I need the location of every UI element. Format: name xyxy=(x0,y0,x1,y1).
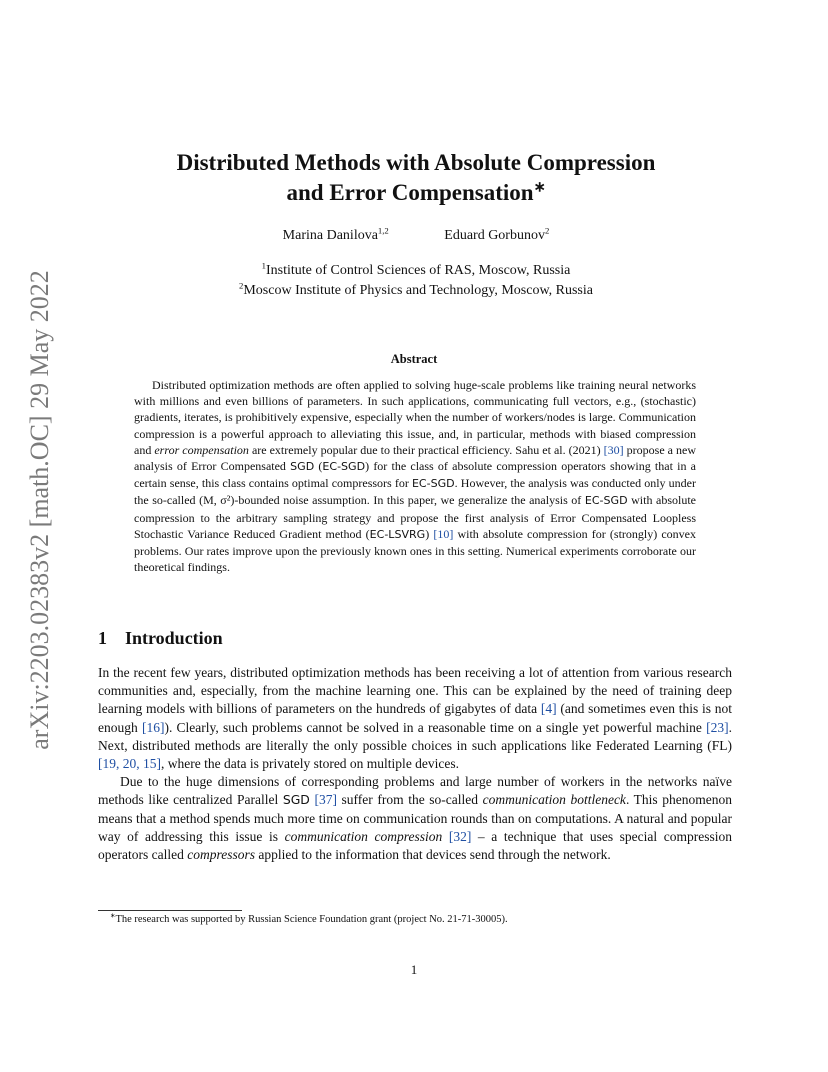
citation-link[interactable]: [4] xyxy=(540,701,557,717)
abstract-text: propose a new analysis of Error Compensated xyxy=(134,442,697,474)
paragraph-text: , where the data is privately stored on multiple devices. xyxy=(161,756,460,772)
affiliation-1 xyxy=(100,261,732,281)
affiliation-2-mark: 2 xyxy=(239,280,244,291)
title-footnote-mark: ∗ xyxy=(533,179,546,196)
paragraph-text xyxy=(442,829,449,844)
abstract-text: are extremely popular due to their practical efficiency. Sahu et al. (2021) xyxy=(248,442,604,457)
method-name: EC-SGD xyxy=(584,494,628,508)
author-1-name: Marina Danilova xyxy=(282,228,378,243)
citation-link[interactable]: [16] xyxy=(141,719,165,735)
author-2-name: Eduard Gorbunov xyxy=(444,228,545,243)
abstract-text: ) for the class of absolute compression operators showing that in a certain sense, this class contains optimal compressors for xyxy=(134,459,697,491)
footnote xyxy=(110,914,730,925)
arxiv-identifier: arXiv:2203.02383v2 [math.OC] 29 May 2022 xyxy=(25,270,54,750)
author-2 xyxy=(444,225,550,243)
paragraph-text: ). Clearly, such problems cannot be solved in a reasonable time on a single yet powerful machine xyxy=(164,719,707,735)
citation-link[interactable]: [37] xyxy=(314,792,337,808)
abstract-text: with absolute compression for (strongly) convex problems. Our rates improve upon the previously known ones in this setting. Numerical experiments corroborate our theoretical findings. xyxy=(134,526,696,575)
abstract-text: ( xyxy=(314,459,323,474)
body-text xyxy=(98,664,732,864)
footnote-divider xyxy=(98,910,242,911)
abstract-heading: Abstract xyxy=(390,352,438,366)
paragraph-text: . Next, distributed methods are literally the only possible choices in such applications like Federated Learning (FL) xyxy=(98,719,732,753)
abstract-text: with absolute compression to the arbitrary sampling strategy and propose the first analysis of Error Compensated Loopless Stochastic Variance Reduced Gradient method ( xyxy=(134,493,696,541)
affiliations xyxy=(100,261,732,301)
paragraph-text: suffer from the so-called xyxy=(336,792,483,808)
footnote-mark: ∗ xyxy=(110,912,116,920)
citation-link[interactable]: [19, 20, 15] xyxy=(98,756,161,772)
paragraph-text: In the recent few years, distributed optimization methods has been receiving a lot of attention from various research communities and, especially, from the machine learning one. This can be explained by the need of training deep learning models with billions of parameters on the hundreds of gigabytes of data xyxy=(98,665,732,717)
author-2-affil: 2 xyxy=(544,225,550,236)
paragraph-text: applied to the information that devices send through the network. xyxy=(254,847,611,863)
paragraph-emphasis: communication bottleneck xyxy=(482,792,626,808)
affiliation-2-text: Moscow Institute of Physics and Technology, Moscow, Russia xyxy=(243,283,593,298)
page-number: 1 xyxy=(410,962,418,977)
citation-link[interactable]: [23] xyxy=(706,719,729,735)
affiliation-1-mark: 1 xyxy=(261,260,266,271)
arxiv-sidebar xyxy=(20,250,60,770)
paragraph-text: Due to the huge dimensions of corresponding problems and large number of workers in the networks naïve methods like centralized Parallel xyxy=(98,774,732,808)
title-line-1: Distributed Methods with Absolute Compression xyxy=(176,150,656,175)
abstract-body xyxy=(134,377,696,575)
section-title: Introduction xyxy=(125,628,223,648)
footnote-text: The research was supported by Russian Science Foundation grant (project No. 21-71-30005). xyxy=(115,914,508,925)
section-heading xyxy=(98,628,738,649)
method-name: EC-SGD xyxy=(411,477,455,491)
method-name: EC-LSVRG xyxy=(369,527,426,541)
citation-link[interactable]: [30] xyxy=(603,442,624,457)
paragraph-emphasis: compressors xyxy=(187,847,255,863)
paragraph-text: – a technique that uses special compression operators called xyxy=(98,828,733,863)
paragraph-text: . This phenomenon means that a method spends much more time on communication rounds than on computations. A natural and popular way of addressing this issue is xyxy=(98,792,732,844)
title-line-2 xyxy=(100,178,732,208)
author-1-affil: 1,2 xyxy=(377,225,389,236)
method-name: SGD xyxy=(290,460,315,474)
abstract-text: Distributed optimization methods are often applied to solving huge-scale problems like training neural networks with millions and even billions of parameters. In such applications, communicating full vectors, e.g., (stochastic) gradients, iterates, is prohibitively expensive, especially when the number of workers/nodes is large. Communication compression is a powerful approach to alleviating this issue, and, in particular, methods with biased compression and xyxy=(134,378,696,457)
author-1 xyxy=(282,225,389,243)
abstract-emphasis: error compensation xyxy=(154,442,249,457)
title-line-2-text: and Error Compensation xyxy=(286,180,534,205)
affiliation-2 xyxy=(100,281,732,301)
citation-link[interactable]: [10] xyxy=(433,526,454,541)
paragraph-text: (and sometimes even this is not enough xyxy=(98,701,732,735)
method-name: EC-SGD xyxy=(322,460,366,474)
section-number: 1 xyxy=(98,628,107,648)
paragraph-1 xyxy=(98,664,732,773)
abstract-text: ) xyxy=(425,526,434,541)
method-name: SGD xyxy=(282,792,310,808)
paragraph-2 xyxy=(98,773,732,864)
paper-title xyxy=(100,148,732,208)
paragraph-emphasis: communication compression xyxy=(284,828,443,844)
citation-link[interactable]: [32] xyxy=(448,828,472,844)
author-list xyxy=(100,225,732,244)
affiliation-1-text: Institute of Control Sciences of RAS, Moscow, Russia xyxy=(265,263,571,278)
abstract-text: . However, the analysis was conducted only under the so-called (M, σ²)-bounded noise assumption. In this paper, we generalize the analysis of xyxy=(134,476,696,508)
